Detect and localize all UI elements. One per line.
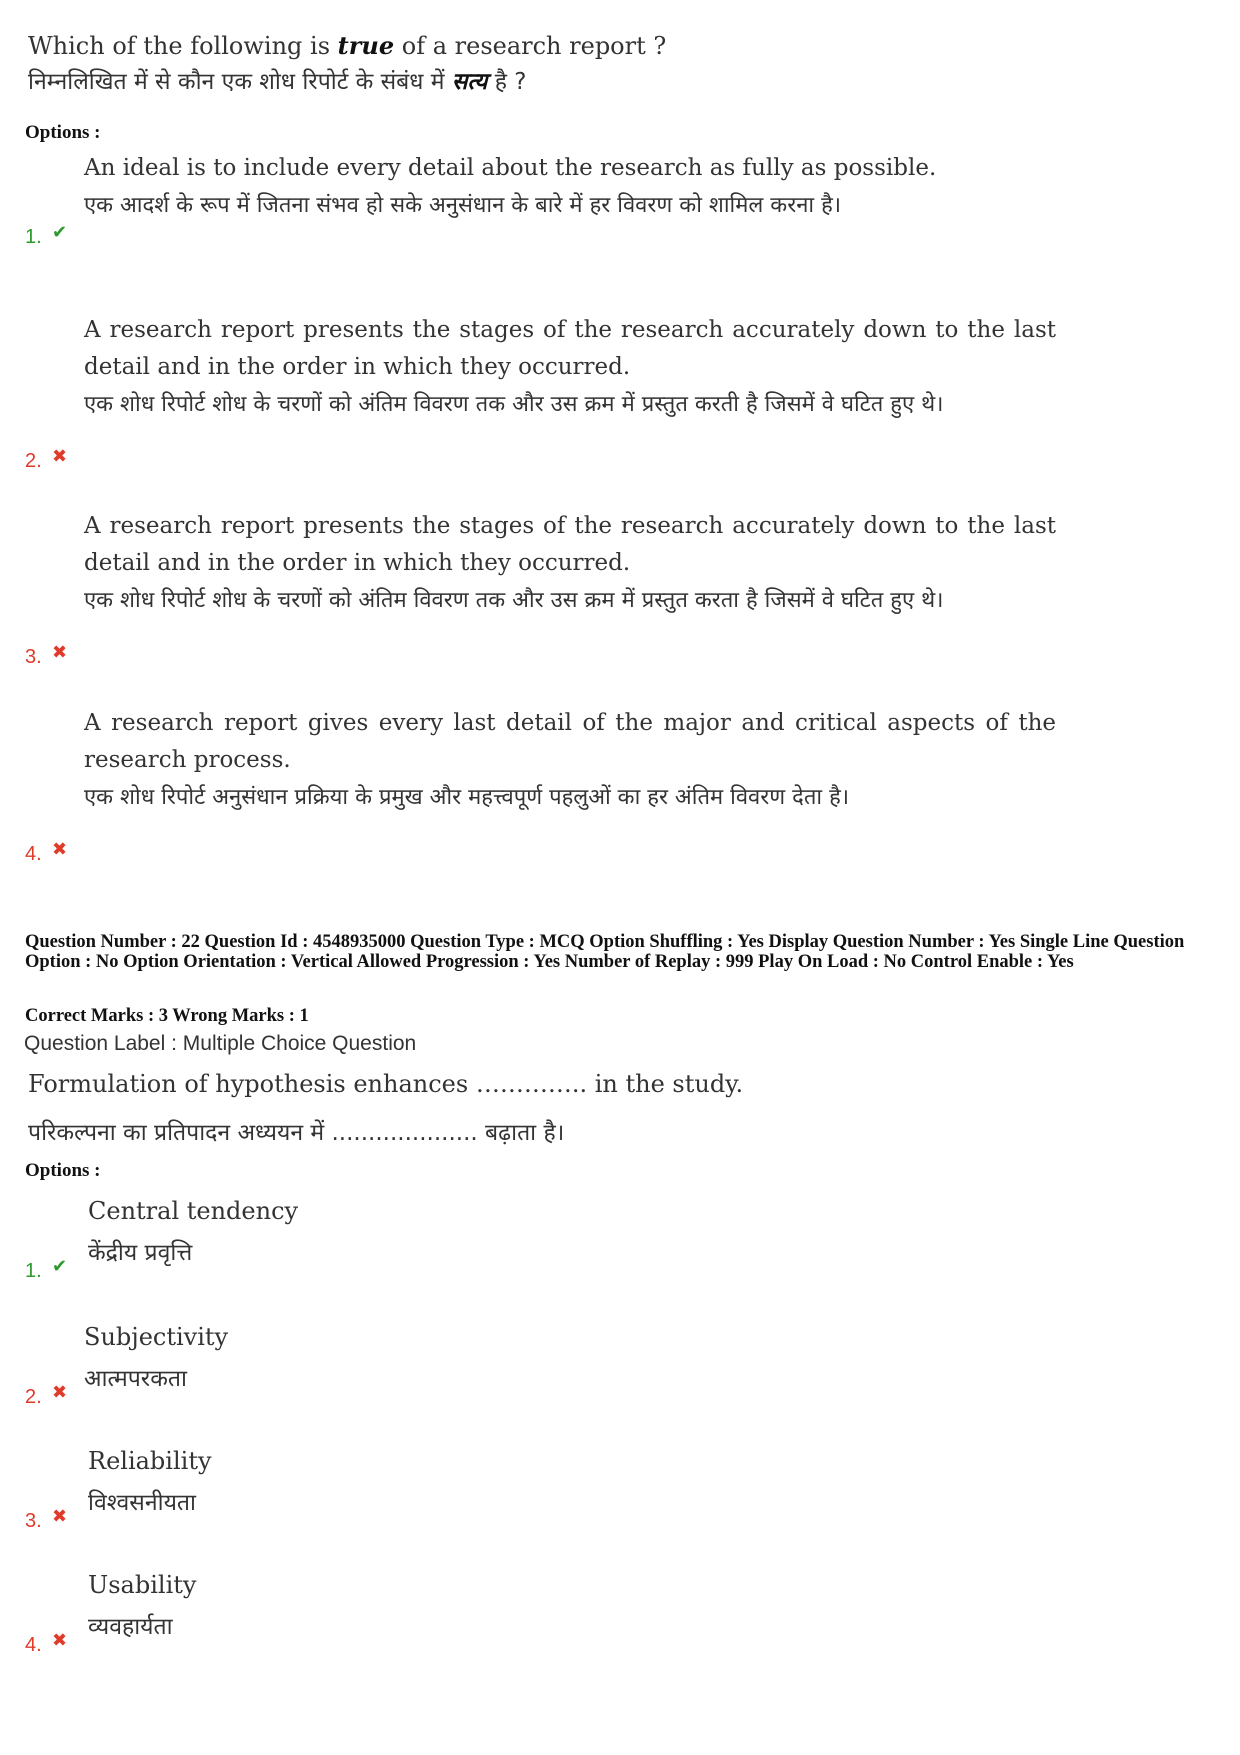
option-4-text [84,705,1056,816]
q22-option-2-hindi: आत्मपरकता [84,1366,187,1392]
option-4-english: A research report gives every last detail of the major and critical aspects of the research process. [84,710,1056,773]
q22-option-2-english: Subjectivity [84,1323,229,1351]
option-3-number: 3. [25,646,42,668]
option-2-hindi: एक शोध रिपोर्ट शोध के चरणों को अंतिम विवरण तक और उस क्रम में प्रस्तुत करती है जिसमें वे घटित हुए थे। [84,392,944,417]
question-21-emphasis-hindi: सत्य [451,69,488,95]
options-label: Options : [25,1160,101,1181]
option-1 [0,150,1100,280]
option-4-hindi: एक शोध रिपोर्ट अनुसंधान प्रक्रिया के प्रमुख और महत्त्वपूर्ण पहलुओं का हर अंतिम विवरण देता है। [84,785,850,810]
correct-check-icon: ✔ [52,1256,68,1277]
q22-option-1 [0,1190,1100,1290]
option-1-hindi: एक आदर्श के रूप में जितना संभव हो सके अनुसंधान के बारे में हर विवरण को शामिल करना है। [84,193,842,218]
wrong-cross-icon: ✖ [52,839,68,860]
q22-option-3-english: Reliability [88,1447,212,1475]
q22-option-4-hindi: व्यवहार्यता [88,1614,173,1640]
question-21-text-english: Which of the following is true of a research report ? [28,31,667,60]
option-2-english: A research report presents the stages of the research accurately down to the last detail and in the order in which they occurred. [84,317,1056,380]
question-22-text-english: Formulation of hypothesis enhances ………….. in the study. [28,1070,744,1098]
option-3-text [84,508,1056,619]
option-3-hindi: एक शोध रिपोर्ट शोध के चरणों को अंतिम विवरण तक और उस क्रम में प्रस्तुत करता है जिसमें वे घटित हुए थे। [84,588,944,613]
wrong-cross-icon: ✖ [52,1382,68,1403]
question-21-emphasis-english: true [337,31,395,60]
q22-option-2-number: 2. [25,1386,42,1408]
q22-option-2-text [84,1316,228,1400]
option-1-number: 1. [25,226,42,248]
wrong-cross-icon: ✖ [52,642,68,663]
option-1-english: An ideal is to include every detail about the research as fully as possible. [84,155,937,181]
q22-option-3-hindi: विश्वसनीयता [88,1490,196,1516]
option-2-text [84,312,1056,423]
option-2 [0,312,1100,472]
question-22-metadata: Question Number : 22 Question Id : 4548935000 Question Type : MCQ Option Shuffling : Yes Display Question Number : Yes Single Line Question Option : No Option Orientation : Vertical Allowed Progression : Yes Number of Replay : 999 Play On Load : No Control Enable : Yes [25,932,1185,972]
question-22-marks: Correct Marks : 3 Wrong Marks : 1 [25,1006,309,1026]
option-1-text [84,150,1056,224]
question-21-text-hindi: निम्नलिखित में से कौन एक शोध रिपोर्ट के संबंध में सत्य है ? [28,69,527,95]
question-22-text-hindi: परिकल्पना का प्रतिपादन अध्ययन में .................... बढ़ाता है। [28,1120,565,1146]
q22-option-3 [0,1440,1100,1540]
q22-option-1-number: 1. [25,1260,42,1282]
options-label: Options : [25,122,101,143]
q22-option-1-english: Central tendency [88,1197,299,1225]
option-4 [0,705,1100,865]
q22-option-3-text [88,1440,212,1524]
q22-option-4-english: Usability [88,1571,197,1599]
option-2-number: 2. [25,450,42,472]
option-4-number: 4. [25,843,42,865]
q22-option-2 [0,1316,1100,1416]
q22-option-3-number: 3. [25,1510,42,1532]
q22-option-1-hindi: केंद्रीय प्रवृत्ति [88,1240,193,1266]
wrong-cross-icon: ✖ [52,1630,68,1651]
q22-option-4-number: 4. [25,1634,42,1656]
correct-check-icon: ✔ [52,222,68,243]
option-3 [0,508,1100,668]
q22-option-4-text [88,1564,196,1648]
wrong-cross-icon: ✖ [52,446,68,467]
question-22-label: Question Label : Multiple Choice Question [24,1032,417,1055]
q22-option-1-text [88,1190,298,1274]
option-3-english: A research report presents the stages of the research accurately down to the last detail and in the order in which they occurred. [84,513,1056,576]
q22-option-4 [0,1564,1100,1664]
wrong-cross-icon: ✖ [52,1506,68,1527]
